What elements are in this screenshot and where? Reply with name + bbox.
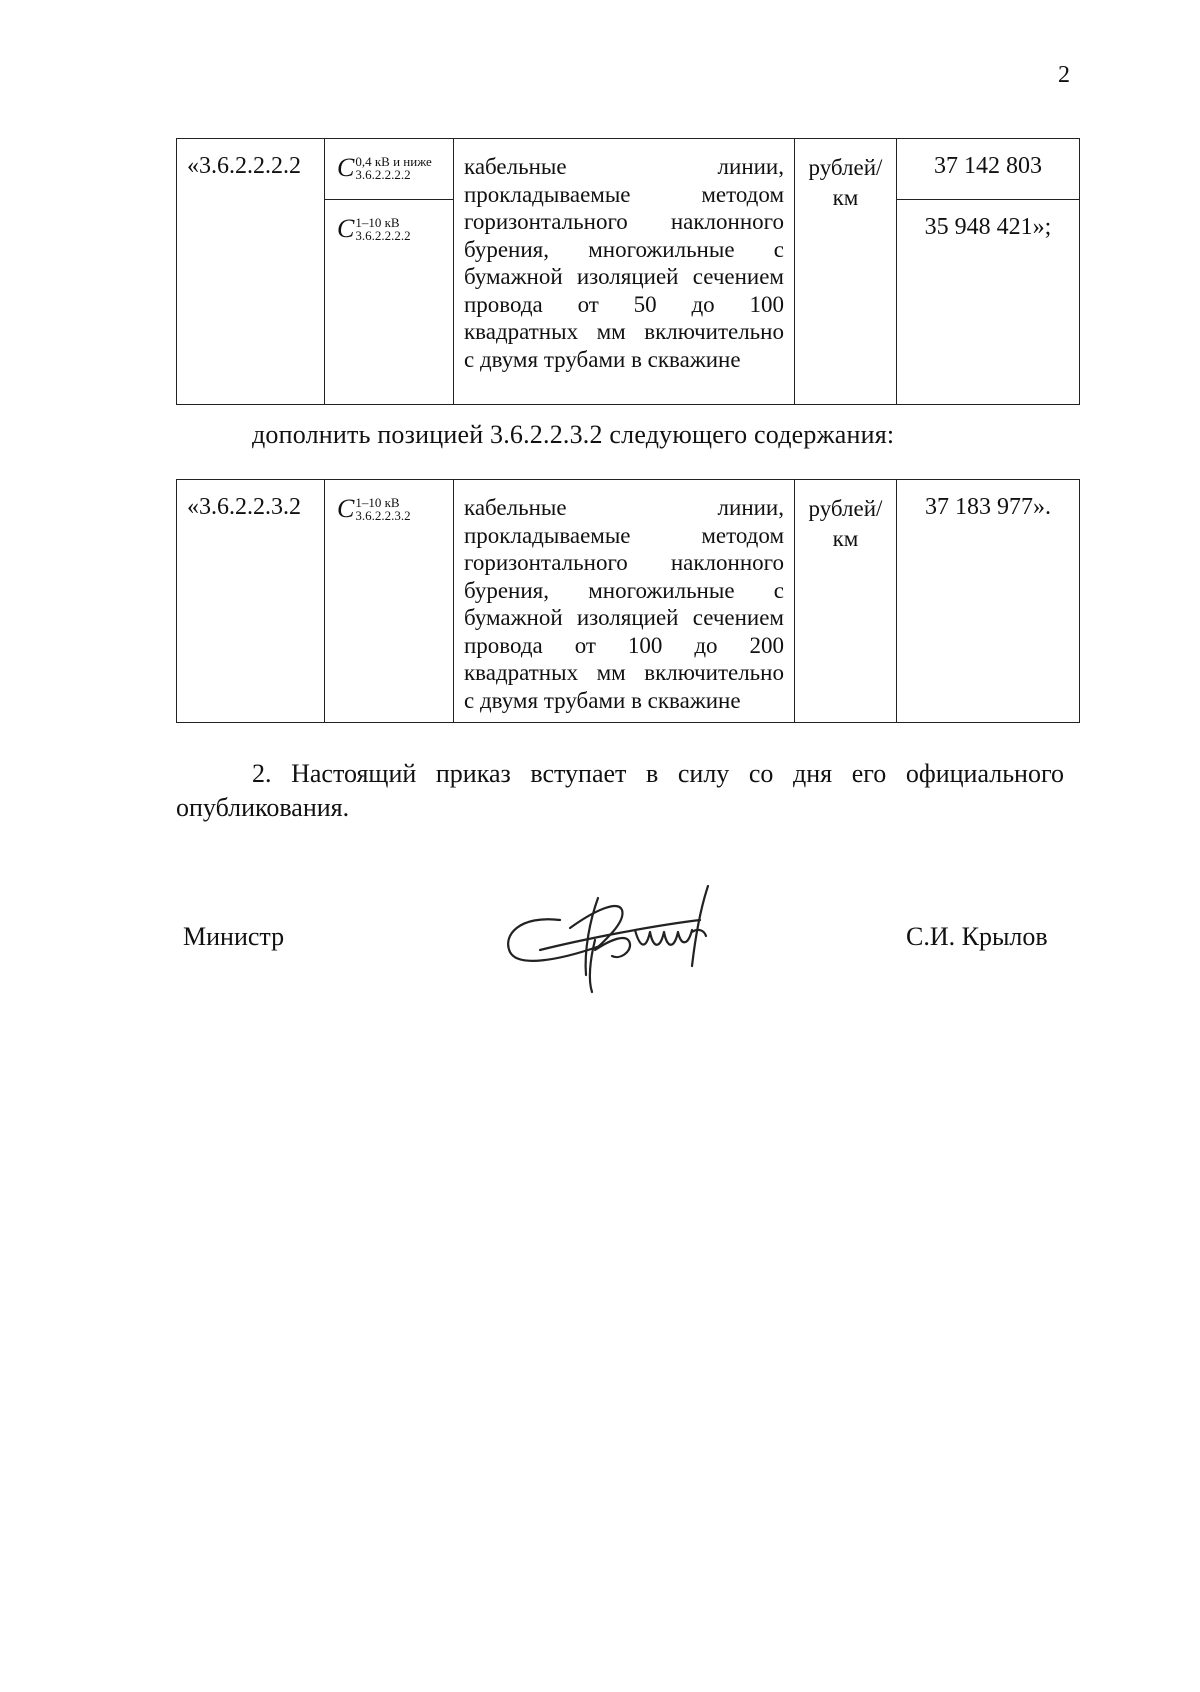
- rate-description: кабельные линии, прокладываемые методом горизонтального наклонного бурения, многожильные с бумажной изоляцией сечением провода от 100 до 200 квадратных мм включительно с двумя трубами в скважине: [454, 480, 795, 723]
- tariff-table-2: [176, 479, 1080, 723]
- rate-symbol: C 1–10 кВ 3.6.2.2.2.2: [325, 200, 454, 405]
- signature-icon: [500, 880, 750, 995]
- table-row: [177, 139, 1080, 200]
- section-intro: дополнить позицией 3.6.2.2.3.2 следующего содержания:: [252, 420, 895, 449]
- rate-symbol: C 1–10 кВ 3.6.2.2.3.2: [325, 480, 454, 723]
- rate-value: 37 142 803: [897, 139, 1080, 200]
- unit-cell: рублей/ км: [795, 480, 897, 723]
- signatory-role: Министр: [183, 922, 285, 951]
- rate-value: 35 948 421»;: [897, 200, 1080, 405]
- position-number: «3.6.2.2.2.2: [177, 139, 325, 405]
- rate-value: 37 183 977».: [897, 480, 1080, 723]
- position-number: «3.6.2.2.3.2: [177, 480, 325, 723]
- rate-symbol: C 0,4 кВ и ниже 3.6.2.2.2.2: [325, 139, 454, 200]
- unit-cell: рублей/ км: [795, 139, 897, 405]
- tariff-table-1: [176, 138, 1080, 405]
- effective-date-paragraph: 2. Настоящий приказ вступает в силу со дня его официального опубликования.: [176, 759, 1064, 822]
- table-row: [177, 480, 1080, 723]
- signatory-name: С.И. Крылов: [906, 922, 1048, 951]
- rate-description: кабельные линии, прокладываемые методом горизонтального наклонного бурения, многожильные с бумажной изоляцией сечением провода от 50 до 100 квадратных мм включительно с двумя трубами в скважине: [454, 139, 795, 405]
- page-number: 2: [1058, 62, 1070, 88]
